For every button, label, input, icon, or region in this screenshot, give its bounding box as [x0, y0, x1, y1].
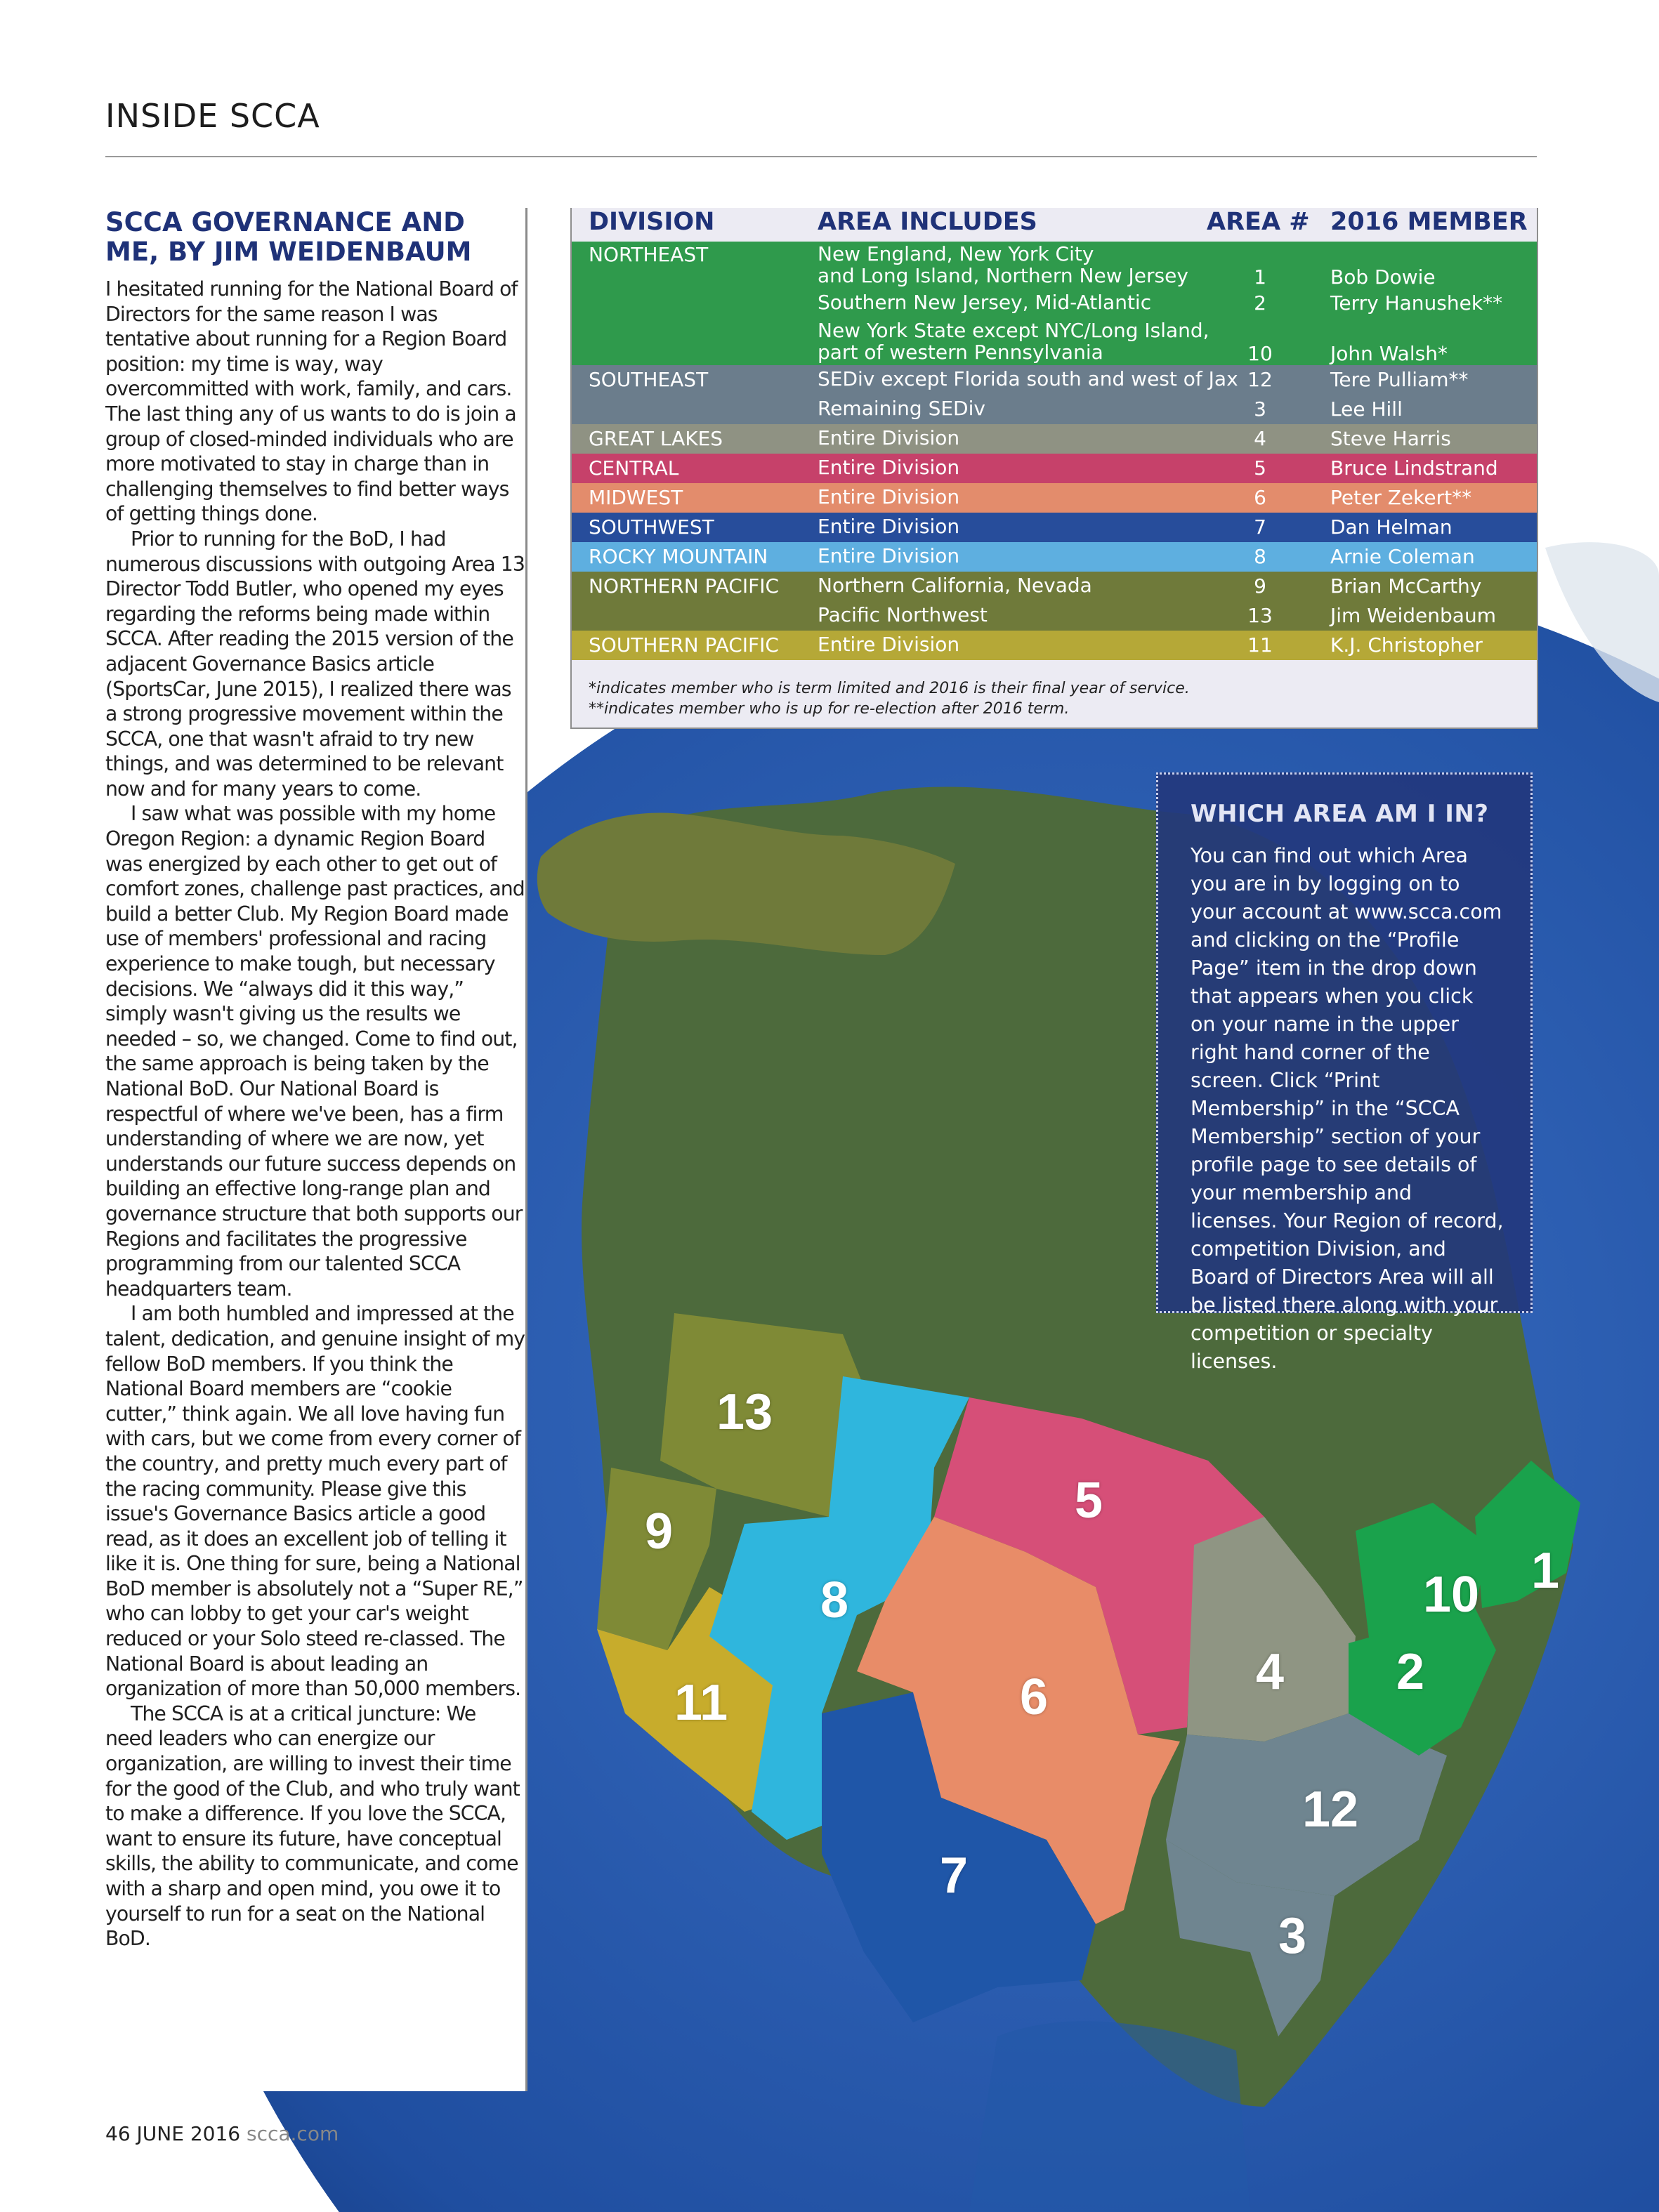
- article-paragraph: Prior to running for the BoD, I had numerous discussions with outgoing Area 13 Director Todd Butler, who opened my eyes regarding the reforms being made within SCCA. After reading the 2015 version of the adjacent Governance Basics article (SportsCar, June 2015), I realized there was a strong progressive movement within the SCCA, one that wasn't afraid to try new things, and was determined to be relevant now and for many years to come.: [105, 527, 525, 801]
- cell-area-includes: New York State except NYC/Long Island, part of western Pennsylvania: [818, 319, 1209, 364]
- cell-division: NORTHERN PACIFIC: [589, 574, 780, 598]
- cell-area-number: 8: [1254, 545, 1266, 568]
- cell-area-includes: Pacific Northwest: [818, 603, 988, 626]
- cell-area-number: 10: [1247, 342, 1273, 365]
- table-row: [572, 289, 1537, 318]
- cell-member: Arnie Coleman: [1330, 545, 1475, 568]
- table-row: [572, 395, 1537, 424]
- map-label-area-13: 13: [716, 1384, 773, 1440]
- cell-member: Bruce Lindstrand: [1330, 456, 1498, 480]
- header-member: 2016 MEMBER: [1330, 208, 1528, 236]
- which-area-callout: [1156, 772, 1533, 1373]
- cell-division: SOUTHEAST: [589, 368, 709, 391]
- cell-member: Peter Zekert**: [1330, 486, 1472, 509]
- table-row: [572, 542, 1537, 572]
- cell-member: K.J. Christopher: [1330, 633, 1483, 657]
- header-area-number: AREA #: [1207, 208, 1310, 236]
- cell-division: NORTHEAST: [589, 243, 709, 266]
- cell-member: Tere Pulliam**: [1330, 368, 1469, 391]
- map-label-area-12: 12: [1302, 1782, 1359, 1838]
- divisions-table: [570, 208, 1538, 729]
- cell-member: John Walsh*: [1330, 342, 1448, 365]
- cell-area-includes: Remaining SEDiv: [818, 397, 985, 420]
- cell-division: GREAT LAKES: [589, 427, 723, 450]
- cell-member: Steve Harris: [1330, 427, 1451, 450]
- cell-area-includes: Entire Division: [818, 544, 960, 567]
- article-paragraph: I hesitated running for the National Board of Directors for the same reason I was tentative about running for a Region Board position: my time is way, way overcommitted with work, family, and cars. The last thing any of us wants to do is join a group of closed-minded individuals who are more motivated to stay in charge than in challenging themselves to find better ways of getting things done.: [105, 277, 518, 526]
- cell-member: Lee Hill: [1330, 397, 1403, 421]
- cell-area-includes: Entire Division: [818, 515, 960, 538]
- cell-area-number: 4: [1254, 427, 1266, 450]
- map-label-area-2: 2: [1396, 1644, 1425, 1700]
- cell-member: Brian McCarthy: [1330, 574, 1482, 598]
- cell-area-includes: Southern New Jersey, Mid-Atlantic: [818, 291, 1152, 314]
- table-row: [572, 318, 1537, 365]
- table-row: [572, 454, 1537, 483]
- section-header: INSIDE SCCA: [105, 97, 320, 135]
- table-row: [572, 513, 1537, 542]
- footer-site: scca.com: [246, 2122, 339, 2145]
- cell-area-number: 2: [1254, 291, 1266, 315]
- cell-division: CENTRAL: [589, 456, 679, 480]
- cell-division: MIDWEST: [589, 486, 683, 509]
- cell-division: ROCKY MOUNTAIN: [589, 545, 768, 568]
- cell-member: Terry Hanushek**: [1330, 291, 1503, 315]
- cell-member: Dan Helman: [1330, 515, 1453, 539]
- cell-area-number: 12: [1247, 368, 1273, 391]
- callout-title: WHICH AREA AM I IN?: [1191, 800, 1489, 828]
- cell-area-number: 13: [1247, 604, 1273, 627]
- cell-area-number: 1: [1254, 265, 1266, 289]
- header-division: DIVISION: [589, 208, 715, 236]
- table-header: [572, 208, 1537, 242]
- cell-area-includes: Entire Division: [818, 485, 960, 508]
- map-label-area-9: 9: [645, 1503, 674, 1560]
- table-row: [572, 365, 1537, 395]
- note-re-election: **indicates member who is up for re-election after 2016 term.: [589, 700, 1070, 718]
- page-footer: [105, 2122, 339, 2145]
- cell-member: Bob Dowie: [1330, 265, 1436, 289]
- cell-area-includes: Entire Division: [818, 426, 960, 449]
- article-paragraph: The SCCA is at a critical juncture: We need leaders who can energize our organization, are willing to invest their time for the good of the Club, and who truly want to make a difference. If you love the SCCA, want to ensure its future, have conceptual skills, the ability to communicate, and come with a sharp and open mind, you owe it to yourself to run for a seat on the National BoD.: [105, 1701, 520, 1951]
- cell-area-includes: Entire Division: [818, 456, 960, 479]
- table-row: [572, 572, 1537, 601]
- cell-area-number: 9: [1254, 574, 1266, 598]
- map-label-area-1: 1: [1531, 1543, 1560, 1599]
- map-label-area-4: 4: [1256, 1644, 1285, 1700]
- header-area-includes: AREA INCLUDES: [818, 208, 1037, 236]
- map-label-area-6: 6: [1020, 1669, 1049, 1725]
- cell-area-number: 3: [1254, 397, 1266, 421]
- map-label-area-5: 5: [1075, 1473, 1103, 1529]
- map-label-area-11: 11: [674, 1675, 728, 1731]
- map-label-area-8: 8: [820, 1572, 849, 1628]
- article-sidebar: [105, 208, 527, 2091]
- table-row: [572, 424, 1537, 454]
- article-title: SCCA GOVERNANCE AND ME, BY JIM WEIDENBAUM: [105, 207, 472, 267]
- table-row: [572, 601, 1537, 631]
- table-row: [572, 631, 1537, 660]
- article-paragraph: I saw what was possible with my home Oregon Region: a dynamic Region Board was energized by each other to get out of comfort zones, challenge past practices, and build a better Club. My Region Board made use of members' professional and racing experience to make tough, but necessary decisions. We “always did it this way,” simply wasn't giving us the results we needed – so, we changed. Come to find out, the same approach is being taken by the National BoD. Our National Board is respectful of where we've been, has a firm understanding of where we are now, yet understands our future success depends on building an effective long-range plan and governance structure that both supports our Regions and facilitates the progressive programming from our talented SCCA headquarters team.: [105, 802, 525, 1301]
- cell-area-includes: New England, New York City and Long Island, Northern New Jersey: [818, 242, 1188, 287]
- callout-body: You can find out which Area you are in by logging on to your account at www.scca.com and clicking on the “Profile Page” item in the drop down that appears when you click on your name in the upper right hand corner of the screen. Click “Print Membership” in the “SCCA Membership” section of your profile page to see details of your membership and licenses. Your Region of record, competition Division, and Board of Directors Area will all be listed there along with your competition or specialty licenses.: [1191, 844, 1504, 1373]
- page-number-date: 46 JUNE 2016: [105, 2122, 241, 2145]
- cell-division: SOUTHERN PACIFIC: [589, 633, 779, 657]
- article-paragraph: I am both humbled and impressed at the talent, dedication, and genuine insight of my fellow BoD members. If you think the National Board members are “cookie cutter,” think again. We all love having fun with cars, but we come from every corner of the country, and pretty much every part of the racing community. Please give this issue's Governance Basics article a good read, as it does an excellent job of telling it like it is. One thing for sure, being a National BoD member is absolutely not a “Super RE,” who can lobby to get your car's weight reduced or your Solo steed re-classed. The National Board is about leading an organization of more than 50,000 members.: [105, 1302, 525, 1701]
- map-label-area-10: 10: [1423, 1567, 1480, 1623]
- table-notes: [589, 678, 1190, 719]
- cell-division: SOUTHWEST: [589, 515, 714, 539]
- table-row: [572, 242, 1537, 289]
- note-term-limited: *indicates member who is term limited and 2016 is their final year of service.: [589, 680, 1190, 697]
- cell-area-includes: Entire Division: [818, 633, 960, 656]
- cell-area-number: 5: [1254, 456, 1266, 480]
- cell-member: Jim Weidenbaum: [1330, 604, 1496, 627]
- map-label-area-3: 3: [1278, 1908, 1307, 1964]
- map-label-area-7: 7: [940, 1848, 969, 1904]
- cell-area-number: 7: [1254, 515, 1266, 539]
- cell-area-includes: Northern California, Nevada: [818, 574, 1092, 597]
- table-row: [572, 483, 1537, 513]
- cell-area-includes: SEDiv except Florida south and west of Jax: [818, 367, 1238, 390]
- cell-area-number: 11: [1247, 633, 1273, 657]
- header-rule: [105, 156, 1537, 157]
- cell-area-number: 6: [1254, 486, 1266, 509]
